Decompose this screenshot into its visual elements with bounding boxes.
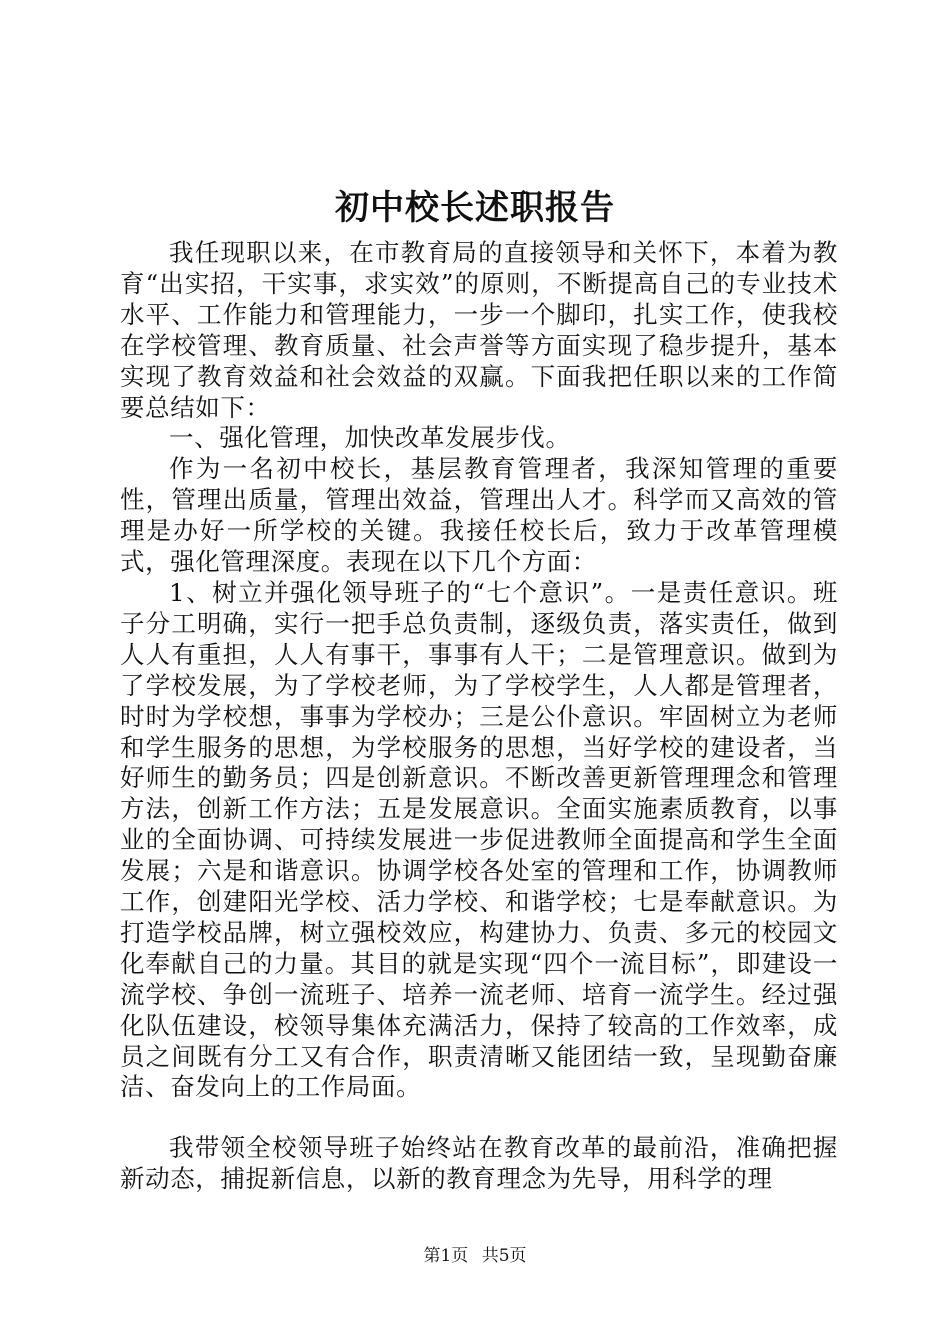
document-title: 初中校长述职报告 — [335, 188, 615, 228]
paragraph-intro: 我任现职以来，在市教育局的直接领导和关怀下，本着为教育“出实招，干实事，求实效”的原则，不断提高自己的专业技术水平、工作能力和管理能力，一步一个脚印，扎实工作，使我校在学校管理、教育质量、社会声誉等方面实现了稳步提升，基本实现了教育效益和社会效益的双赢。下面我把任职以来的工作简要总结如下： — [120, 238, 838, 422]
paragraph-management: 作为一名初中校长，基层教育管理者，我深知管理的重要性，管理出质量，管理出效益，管理出人才。科学而又高效的管理是办好一所学校的关键。我接任校长后，致力于改革管理模式，强化管理深度。表现在以下几个方面： — [120, 454, 838, 577]
paragraph-seven-awareness: 1、树立并强化领导班子的“七个意识”。一是责任意识。班子分工明确，实行一把手总负责制，逐级负责，落实责任，做到人人有重担，人人有事干，事事有人干；二是管理意识。做到为了学校发展，为了学校老师，为了学校学生，人人都是管理者，时时为学校想，事事为学校办；三是公仆意识。牢固树立为老师和学生服务的思想，为学校服务的思想，当好学校的建设者，当好师生的勤务员；四是创新意识。不断改善更新管理理念和管理方法，创新工作方法；五是发展意识。全面实施素质教育，以事业的全面协调、可持续发展进一步促进教师全面提高和学生全面发展；六是和谐意识。协调学校各处室的管理和工作，协调教师工作，创建阳光学校、活力学校、和谐学校；七是奉献意识。为打造学校品牌，树立强校效应，构建协力、负责、多元的校园文化奉献自己的力量。其目的就是实现“四个一流目标”，即建设一流学校、争创一流班子、培养一流老师、培育一流学生。经过强化队伍建设，校领导集体充满活力，保持了较高的工作效率，成员之间既有分工又有合作，职责清晰又能团结一致，呈现勤奋廉洁、奋发向上的工作局面。 — [120, 577, 838, 1102]
page-number: 第1页 — [423, 1246, 469, 1266]
page-footer — [0, 1244, 950, 1268]
page-total: 共5页 — [481, 1246, 527, 1266]
paragraph-section-heading: 一、强化管理，加快改革发展步伐。 — [169, 423, 571, 453]
paragraph-leadership: 我带领全校领导班子始终站在教育改革的最前沿，准确把握新动态，捕捉新信息，以新的教育理念为先导，用科学的理 — [120, 1133, 838, 1194]
document-body — [120, 238, 838, 1195]
